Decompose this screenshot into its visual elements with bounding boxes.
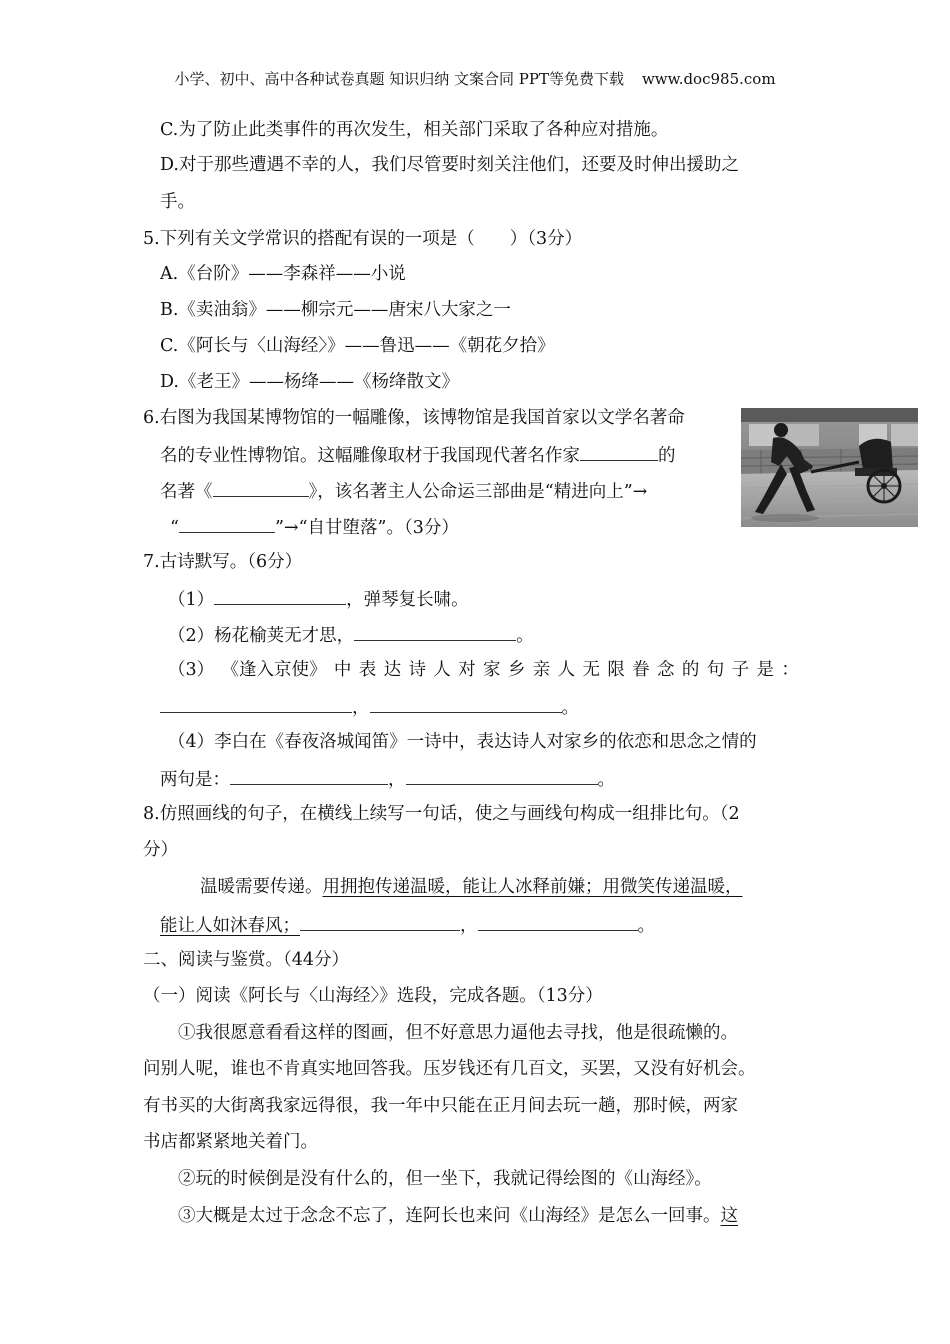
q7-item3-line2 <box>160 694 579 720</box>
q8-stem-line1: 8.仿照画线的句子，在横线上续写一句话，使之与画线句构成一组排比句。（2 <box>143 804 740 824</box>
q7-item3-char: 《逢入京使》 <box>221 660 327 680</box>
q6-line3-end: 》，该名著主人公命运三部曲是“精进向上”→ <box>308 482 648 502</box>
passage-para2: ②玩的时候倒是没有什么的，但一坐下，我就记得绘图的《山海经》。 <box>178 1169 712 1189</box>
q4-option-d-line2: 手。 <box>160 192 195 212</box>
q8-comma: ， <box>460 916 478 936</box>
q6-line2 <box>160 442 676 468</box>
q6-line3-text: 名著《 <box>160 482 213 502</box>
q7-item3-char: 的 <box>681 660 700 680</box>
q7-item3-char: 达 <box>383 660 402 680</box>
header-url[interactable]: www.doc985.com <box>641 70 776 88</box>
q7-item3-char: 念 <box>657 660 675 680</box>
q8-blank2[interactable] <box>478 912 638 931</box>
q7-item4-end: 。 <box>597 770 615 790</box>
q7-item3-char: 眷 <box>632 660 650 680</box>
q7-item3-char: 表 <box>358 660 377 680</box>
q7-item3-char: 家 <box>483 660 501 680</box>
q7-item4-comma: ， <box>388 770 406 790</box>
q7-item3-char: 乡 <box>507 660 526 680</box>
passage-para1-line1: ①我很愿意看看这样的图画，但不好意思力逼他去寻找，他是很疏懒的。 <box>178 1023 738 1043</box>
q7-item2-text: （2）杨花榆荚无才思， <box>168 626 355 646</box>
q7-item3-char: 限 <box>607 660 625 680</box>
q8-underlined-sentence: 用拥抱传递温暖，能让人冰释前嫌；用微笑传递温暖， <box>322 877 743 897</box>
q7-item3-char: 句 <box>706 660 725 680</box>
q6-line4-end: ”→“自甘堕落”。（3分） <box>274 518 459 538</box>
q8-blank1[interactable] <box>300 912 460 931</box>
q7-item3-char: 中 <box>333 660 352 680</box>
q7-item3-char: 人 <box>557 660 576 680</box>
q7-item3-comma: ， <box>352 698 370 718</box>
q7-item3-char: 是 <box>756 660 774 680</box>
q8-prompt-line2 <box>160 912 655 938</box>
section2-title: 二、阅读与鉴赏。（44分） <box>143 950 350 970</box>
q7-item1-number: （1） <box>168 590 215 610</box>
q7-item2-blank[interactable] <box>354 622 516 641</box>
section2-subtitle: （一）阅读《阿长与〈山海经〉》选段，完成各题。（13分） <box>143 986 603 1006</box>
passage-para1-line3: 有书买的大街离我家远得很，我一年中只能在正月间去玩一趟，那时候，两家 <box>143 1096 738 1116</box>
q7-item1 <box>168 586 469 612</box>
q7-item3-char: 无 <box>582 660 600 680</box>
q7-item2 <box>168 622 534 648</box>
q7-item3-blank1[interactable] <box>160 694 352 713</box>
q7-item3-char: 子 <box>731 660 750 680</box>
q7-item3-end: 。 <box>561 698 579 718</box>
statue-photo <box>741 408 918 527</box>
q6-book-blank[interactable] <box>213 478 309 497</box>
q7-item1-blank[interactable] <box>214 586 346 605</box>
q5-option-c: C.《阿长与〈山海经〉》——鲁迅——《朝花夕拾》 <box>160 336 555 356</box>
q6-line2-text: 名的专业性博物馆。这幅雕像取材于我国现代著名作家 <box>160 446 580 466</box>
q7-item4-blank2[interactable] <box>406 766 598 785</box>
q8-prompt-line1 <box>200 875 743 899</box>
q8-prompt-text: 温暖需要传递。 <box>200 877 323 897</box>
passage-para3-text: ③大概是太过于念念不忘了，连阿长也来问《山海经》是怎么一回事。 <box>178 1206 721 1226</box>
passage-para1-line2: 问别人呢，谁也不肯真实地回答我。压岁钱还有几百文，买罢，又没有好机会。 <box>143 1059 756 1079</box>
q7-item4-blank1[interactable] <box>230 766 388 785</box>
q6-line3 <box>160 478 647 504</box>
q5-stem: 5.下列有关文学常识的搭配有误的一项是（ ）（3分） <box>143 229 583 249</box>
q8-end: 。 <box>637 916 655 936</box>
q4-option-d-line1: D.对于那些遭遇不幸的人，我们尽管要时刻关注他们，还要及时伸出援助之 <box>160 155 739 175</box>
q4-option-c: C.为了防止此类事件的再次发生，相关部门采取了各种应对措施。 <box>160 120 669 140</box>
q7-item3-char: （3） <box>168 660 215 680</box>
header-text: 小学、初中、高中各种试卷真题 知识归纳 文案合同 PPT等免费下载 <box>174 70 624 88</box>
q7-item3-line1 <box>168 658 799 682</box>
passage-para1-line4: 书店都紧紧地关着门。 <box>143 1132 318 1152</box>
page-header <box>0 68 950 89</box>
passage-para3 <box>178 1204 738 1228</box>
q5-option-a: A.《台阶》——李森祥——小说 <box>160 264 406 284</box>
q6-line1: 6.右图为我国某博物馆的一幅雕像，该博物馆是我国首家以文学名著命 <box>143 408 685 428</box>
q8-stem-line2: 分） <box>143 840 178 860</box>
q6-stage-blank[interactable] <box>179 514 275 533</box>
passage-para3-underlined: 这 <box>720 1206 738 1226</box>
q5-option-d: D.《老王》——杨绛——《杨绛散文》 <box>160 372 459 392</box>
q7-item4-line1: （4）李白在《春夜洛城闻笛》一诗中，表达诗人对家乡的依恋和思念之情的 <box>168 732 757 752</box>
q7-item3-char: 人 <box>433 660 451 680</box>
q8-underlined-sentence-end: 能让人如沐春风； <box>160 916 300 936</box>
rickshaw-statue-image <box>741 408 918 527</box>
q6-line2-end: 的 <box>658 446 676 466</box>
q7-item3-char: 诗 <box>408 660 426 680</box>
q7-item3-char: 亲 <box>532 660 551 680</box>
q5-option-b: B.《卖油翁》——柳宗元——唐宋八大家之一 <box>160 300 511 320</box>
q6-author-blank[interactable] <box>580 442 658 461</box>
q7-item3-char: 对 <box>458 660 476 680</box>
q6-line4-quote: “ <box>170 518 179 538</box>
q7-item2-end: 。 <box>516 626 534 646</box>
q6-line4 <box>170 514 459 540</box>
q7-item3-blank2[interactable] <box>370 694 562 713</box>
q7-item4-label: 两句是： <box>160 770 230 790</box>
q7-item4-line2 <box>160 766 615 792</box>
q7-stem: 7.古诗默写。（6分） <box>143 552 303 572</box>
q7-item1-text: ，弹琴复长啸。 <box>346 590 469 610</box>
q7-item3-char: ： <box>781 660 799 680</box>
